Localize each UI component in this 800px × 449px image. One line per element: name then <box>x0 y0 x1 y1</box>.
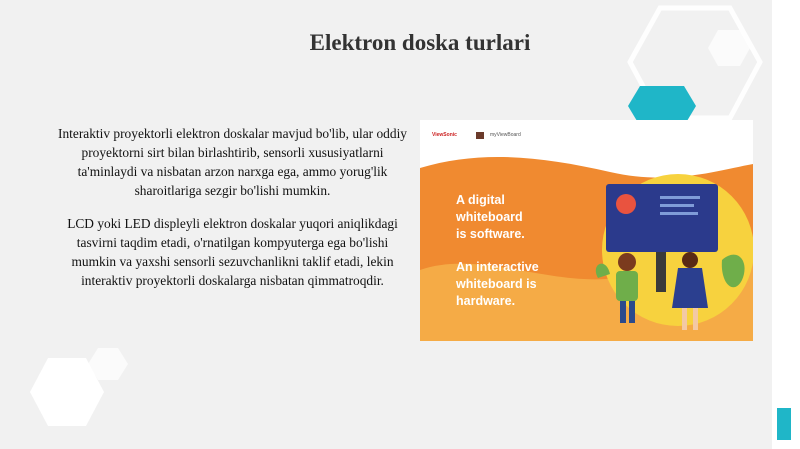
board-screen <box>606 184 718 252</box>
slide-title: Elektron doska turlari <box>309 30 531 55</box>
paragraph-projector-boards: Interaktiv proyektorli elektron doskalar mavjud bo'lib, ular oddiy proyektorni sirt bilan birlashtirib, sensorli xususiyatlarni ta'minlaydi va nisbatan arzon narxga ega, ammo yorug'lik sharoitlariga sezgir bo'lishi mumkin. <box>58 126 407 198</box>
decorative-hexagons-top <box>600 0 772 140</box>
caption-hardware <box>456 259 539 310</box>
caption-hardware-line: whiteboard is <box>456 277 537 291</box>
illustration-header <box>420 120 753 150</box>
whiteboard-illustration <box>420 120 753 341</box>
brand-viewsonic-logo: ViewSonic <box>432 132 457 138</box>
brand-badge-icon <box>476 132 484 139</box>
right-panel-strip <box>772 0 800 449</box>
decorative-hexagons-bottom <box>0 330 160 449</box>
caption-hardware-line: hardware. <box>456 294 516 308</box>
paragraph-lcd-led-boards: LCD yoki LED displeyli elektron doskalar yuqori aniqlikdagi tasvirni taqdim etadi, o'rnatilgan kompyuterga ega bo'lishi mumkin va yaxshi sensorli sezuvchanlikni taklif etadi, lekin interaktiv proyektorli doskalarga nisbatan qimmatroqdir. <box>67 216 398 288</box>
caption-hardware-line: An interactive <box>456 260 539 274</box>
slide-nav-tab[interactable] <box>777 408 791 440</box>
caption-software-line: whiteboard <box>456 210 523 224</box>
caption-software <box>456 192 525 243</box>
caption-software-line: A digital <box>456 193 505 207</box>
brand-myviewboard-logo: myViewBoard <box>490 132 521 138</box>
caption-software-line: is software. <box>456 227 525 241</box>
illustration-artwork <box>420 150 753 341</box>
